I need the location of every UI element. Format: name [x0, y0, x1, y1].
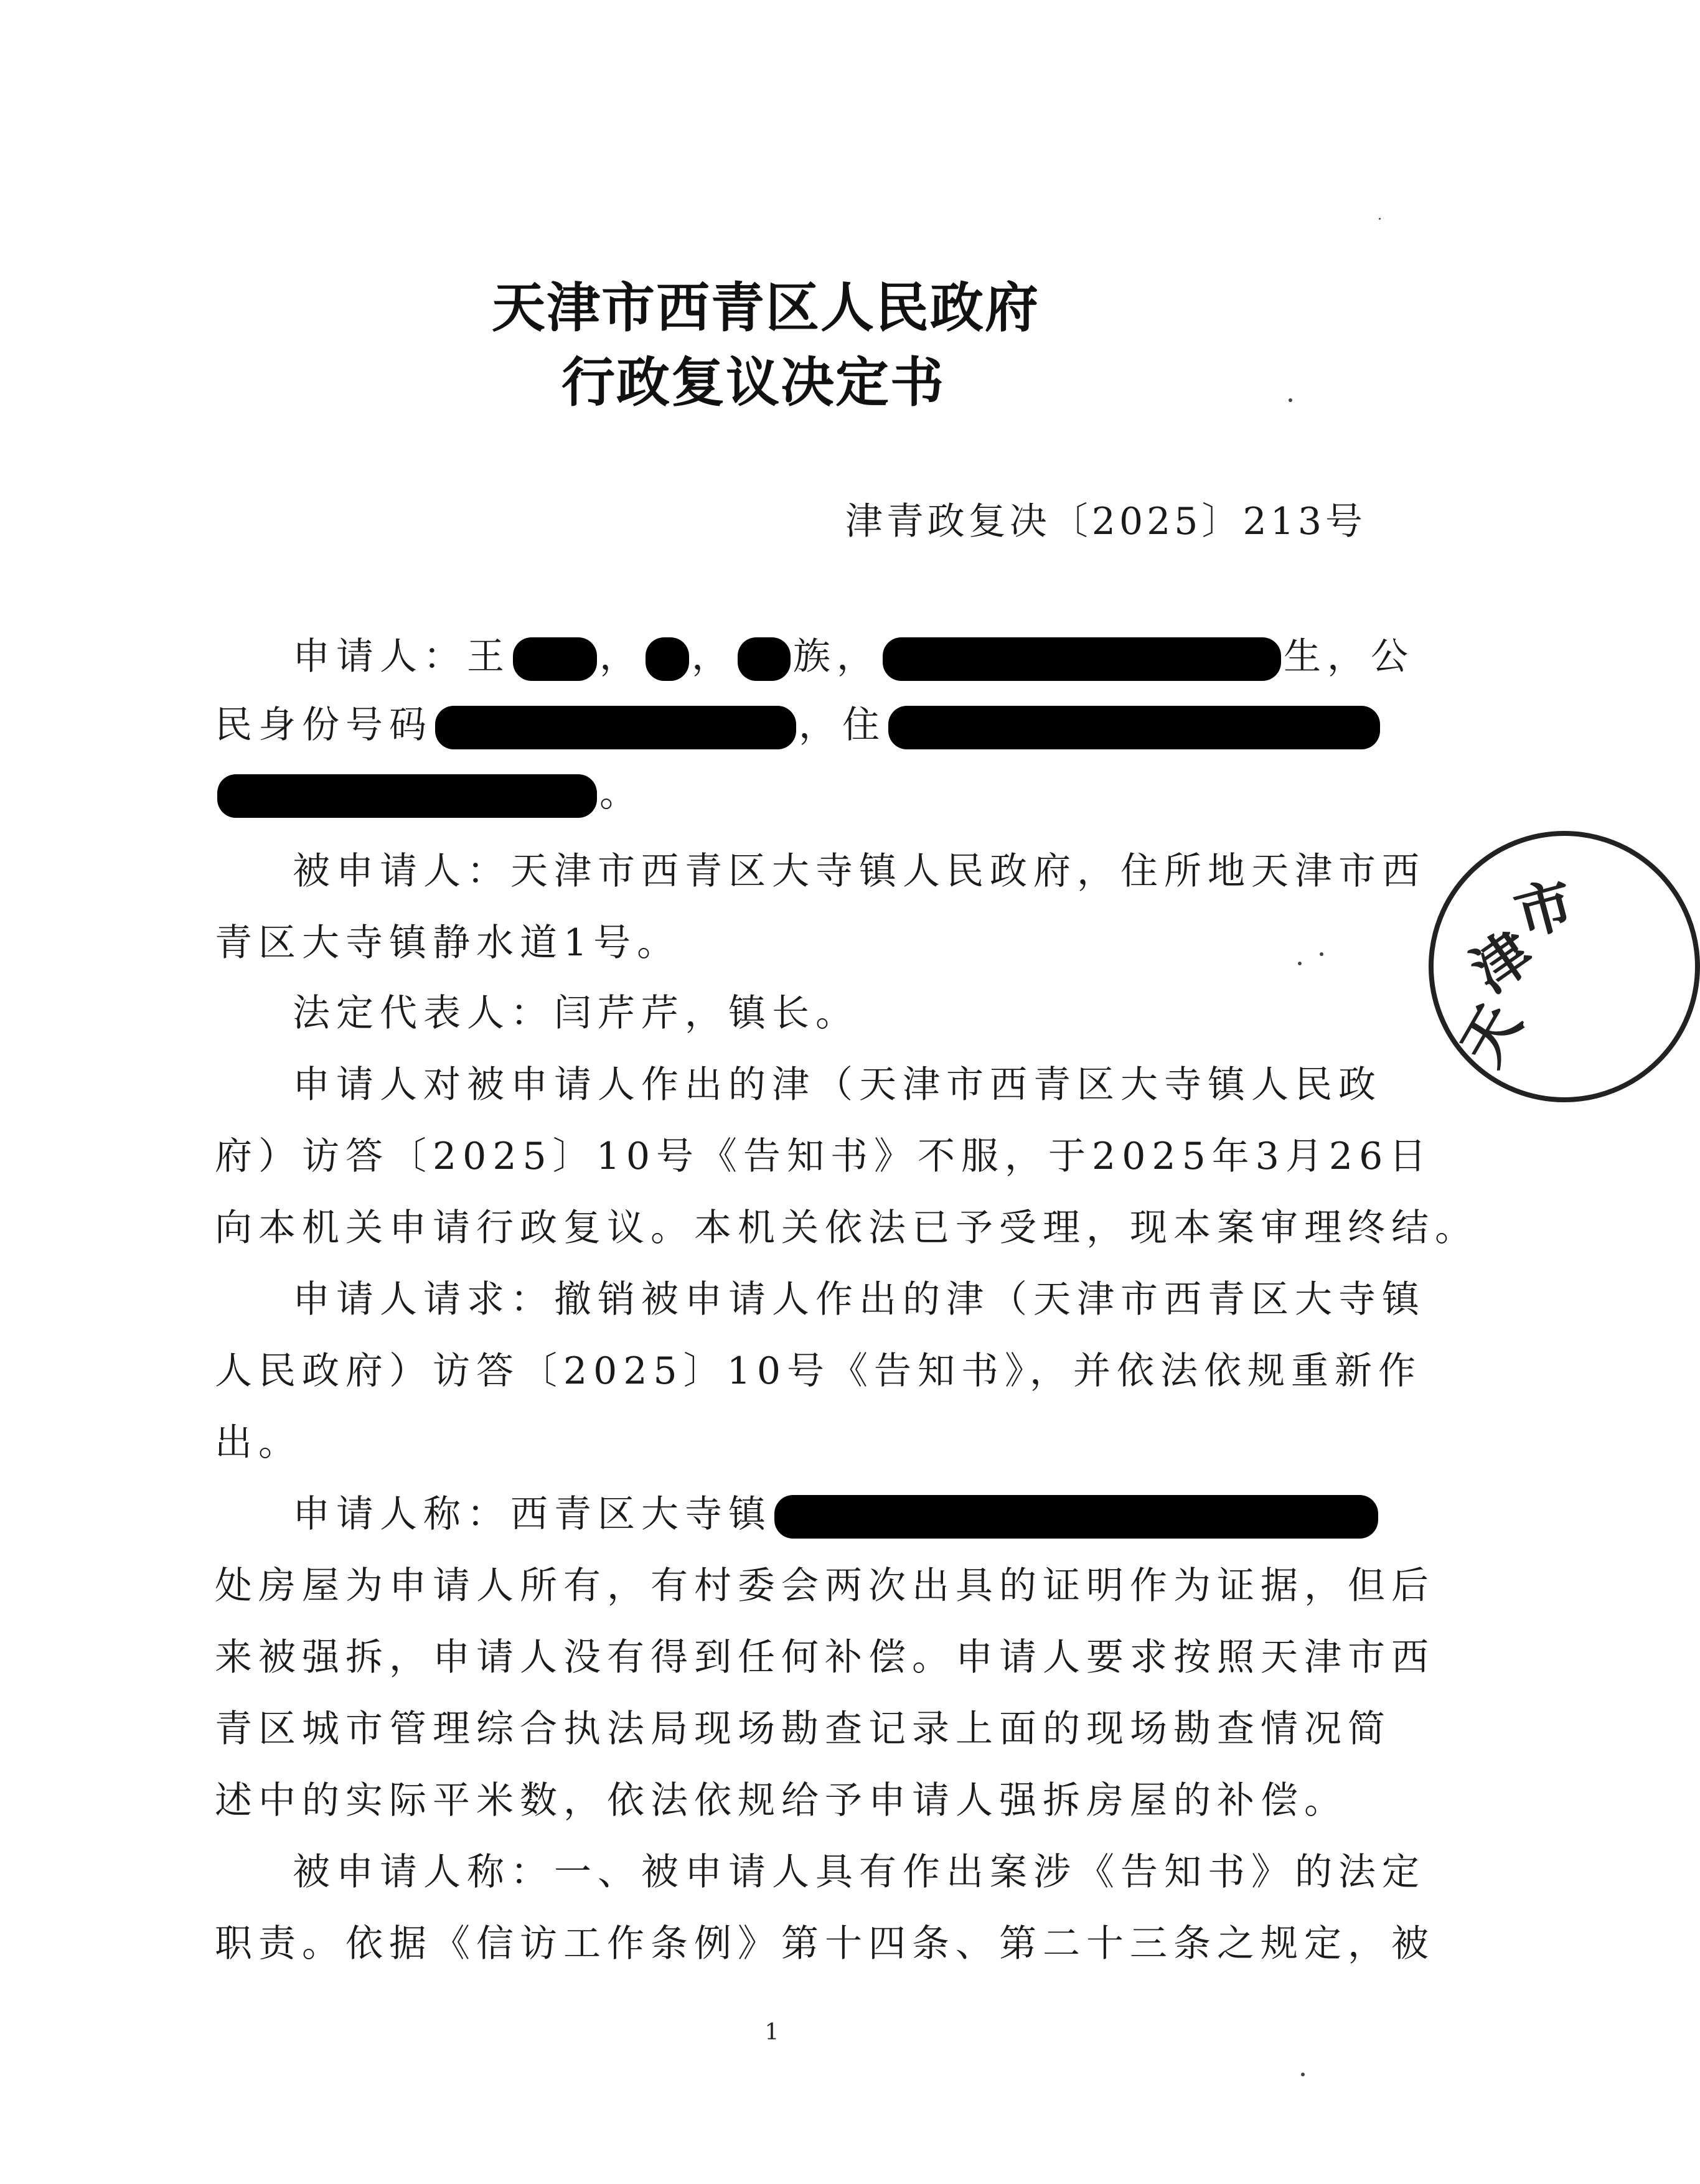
- claims-line3: 来被强拆，申请人没有得到任何补偿。申请人要求按照天津市西: [215, 1636, 1435, 1679]
- intro-line1: 申请人对被申请人作出的津（天津市西青区大寺镇人民政: [293, 1063, 1382, 1107]
- respondent-claims-line2: 职责。依据《信访工作条例》第十四条、第二十三条之规定，被: [215, 1922, 1435, 1966]
- claims-line1-text: 申请人称：西青区大寺镇: [293, 1493, 772, 1536]
- redaction-id-number: [435, 706, 796, 749]
- redaction-ethnicity: [738, 637, 791, 681]
- redaction-birthdate: [883, 637, 1281, 681]
- redaction-name: [513, 637, 597, 681]
- applicant-address-label: ，住: [799, 703, 886, 747]
- official-seal: 天 津 市: [1429, 831, 1700, 1102]
- applicant-label: 申请人：: [293, 635, 467, 678]
- document-number: 津青政复决〔2025〕213号: [845, 500, 1366, 543]
- applicant-line1: 申请人：王 ， ， 族， 生，公: [293, 632, 1373, 682]
- applicant-ethnicity-suffix: 族，: [793, 635, 880, 678]
- claims-line5: 述中的实际平米数，依法依规给予申请人强拆房屋的补偿。: [215, 1779, 1348, 1822]
- claims-line4: 青区城市管理综合执法局现场勘查记录上面的现场勘查情况简: [215, 1707, 1391, 1751]
- document-title-line1: 天津市西青区人民政府: [492, 276, 1040, 339]
- request-line2: 人民政府）访答〔2025〕10号《告知书》，并依法依规重新作: [215, 1349, 1422, 1393]
- claims-line2: 处房屋为申请人所有，有村委会两次出具的证明作为证据，但后: [215, 1564, 1435, 1608]
- applicant-line2: [215, 700, 1373, 750]
- document-title-line2: 行政复议决定书: [561, 351, 945, 414]
- respondent-line1: 被申请人：天津市西青区大寺镇人民政府，住所地天津市西: [293, 850, 1425, 893]
- applicant-name-prefix: 王: [467, 635, 510, 678]
- claims-line1: [293, 1489, 1373, 1539]
- applicant-birth-suffix: 生，公: [1284, 635, 1414, 678]
- redaction-address: [888, 706, 1380, 749]
- legal-representative: 法定代表人：闫芹芹，镇长。: [293, 991, 859, 1035]
- request-line1: 申请人请求：撤销被申请人作出的津（天津市西青区大寺镇: [293, 1278, 1425, 1321]
- applicant-id-label: 民身份号码: [215, 703, 433, 747]
- page-number: 1: [764, 2020, 779, 2045]
- redaction-address-cont: [217, 774, 597, 818]
- respondent-claims-line1: 被申请人称：一、被申请人具有作出案涉《告知书》的法定: [293, 1850, 1425, 1894]
- applicant-end: 。: [599, 772, 643, 815]
- request-line3: 出。: [215, 1421, 302, 1465]
- respondent-line2: 青区大寺镇静水道1号。: [215, 921, 681, 965]
- applicant-line3: [215, 769, 1373, 818]
- redaction-gender: [646, 637, 689, 681]
- intro-line2: 府）访答〔2025〕10号《告知书》不服，于2025年3月26日: [215, 1135, 1433, 1178]
- intro-line3: 向本机关申请行政复议。本机关依法已予受理，现本案审理终结。: [215, 1206, 1478, 1250]
- redaction-location: [774, 1495, 1378, 1539]
